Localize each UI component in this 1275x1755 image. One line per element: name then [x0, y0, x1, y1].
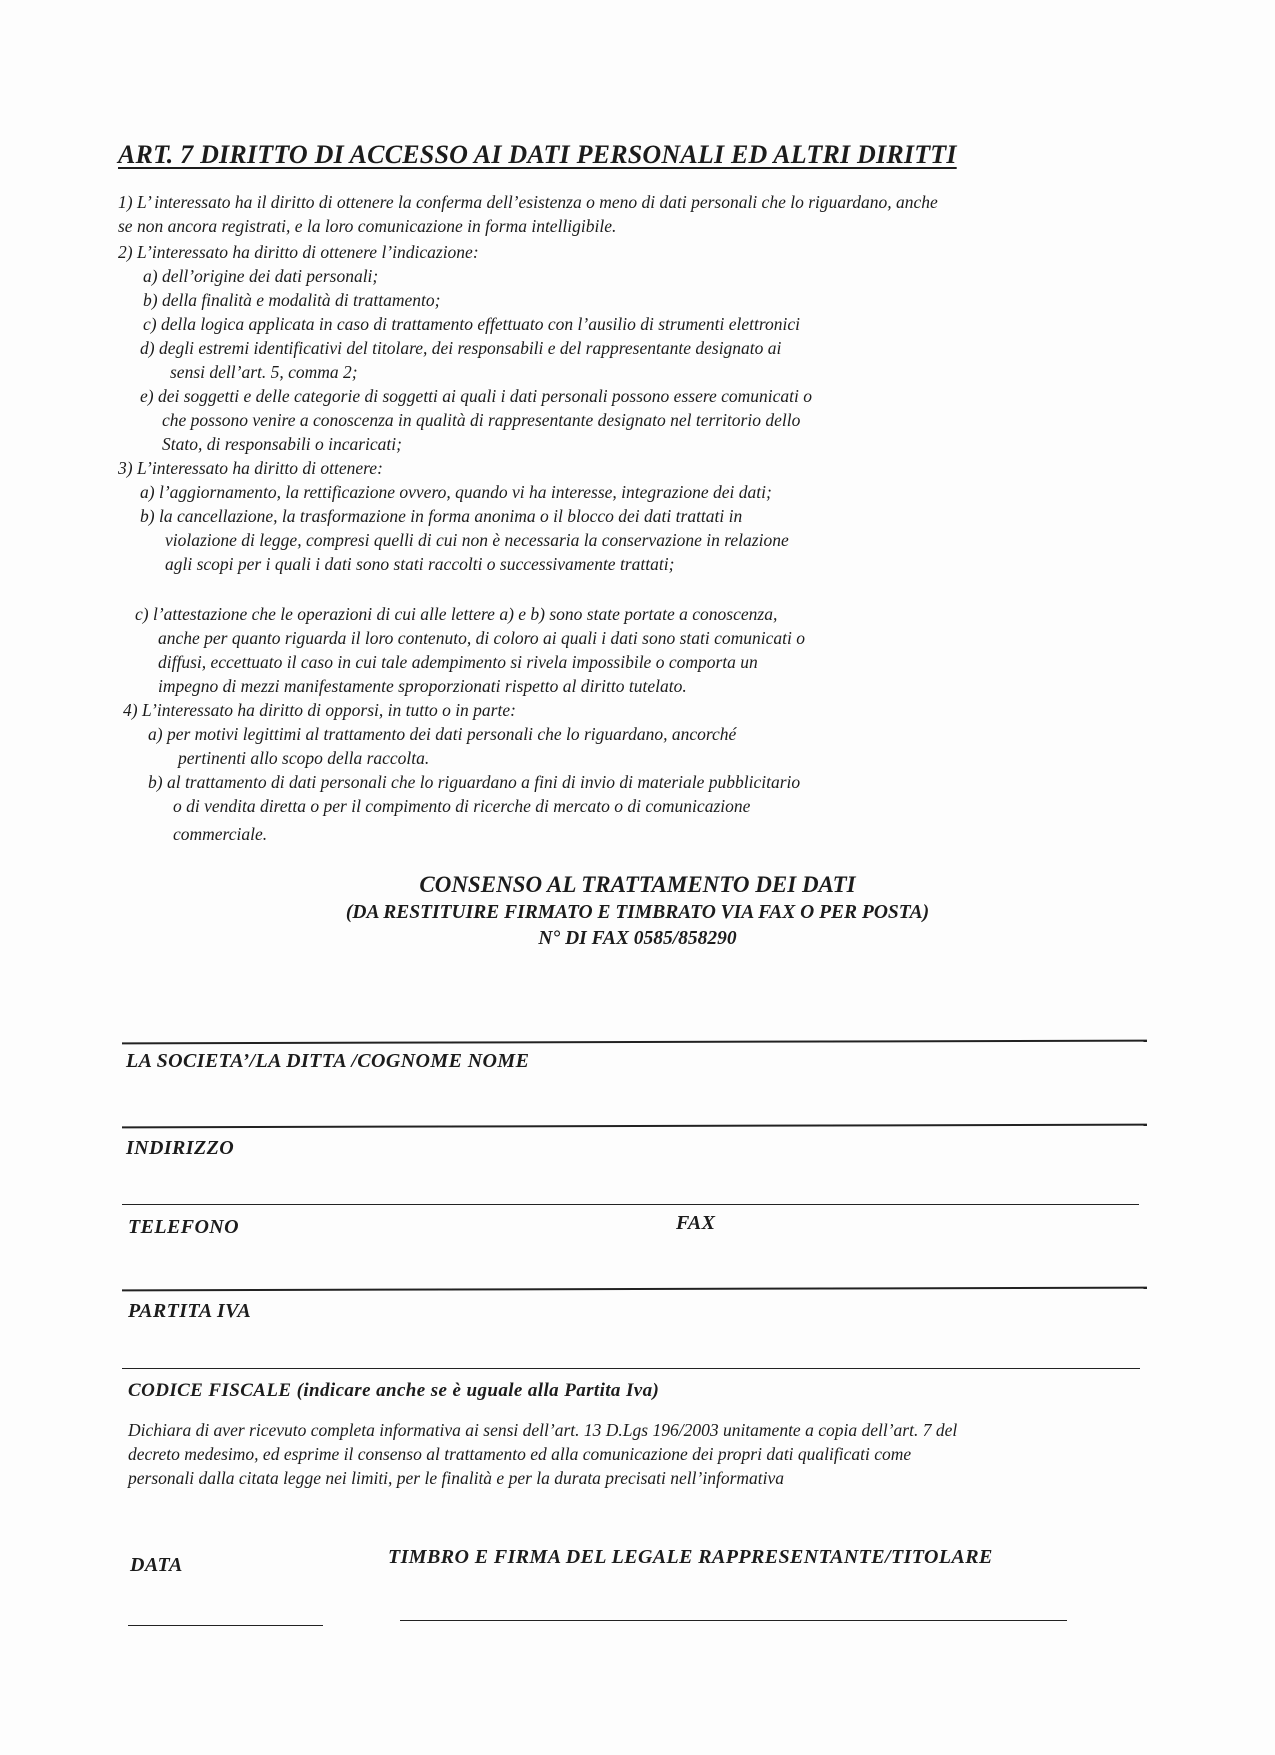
article-title: ART. 7 DIRITTO DI ACCESSO AI DATI PERSONALI ED ALTRI DIRITTI [118, 140, 957, 169]
article-line: 4) L’interessato ha diritto di opporsi, in tutto o in parte: [123, 700, 516, 720]
article-line: violazione di legge, compresi quelli di cui non è necessaria la conservazione in relazione [165, 530, 789, 550]
consent-subheading: (DA RESTITUIRE FIRMATO E TIMBRATO VIA FAX O PER POSTA) [345, 902, 930, 923]
article-line: b) al trattamento di dati personali che lo riguardano a fini di invio di materiale pubblicitario [148, 772, 801, 792]
article-line: Stato, di responsabili o incaricati; [162, 434, 402, 454]
fax-label: FAX [676, 1212, 716, 1234]
consent-declaration [128, 1418, 957, 1490]
article-line: commerciale. [173, 824, 268, 844]
article-line: a) per motivi legittimi al trattamento dei dati personali che lo riguardano, ancorché [148, 724, 737, 744]
article-line: se non ancora registrati, e la loro comunicazione in forma intelligibile. [118, 216, 617, 236]
date-field-line[interactable] [128, 1625, 323, 1626]
article-line: c) l’attestazione che le operazioni di cui alle lettere a) e b) sono state portate a conoscenza, [135, 604, 778, 624]
address-field-line[interactable] [122, 1124, 1147, 1129]
article-line: c) della logica applicata in caso di trattamento effettuato con l’ausilio di strumenti elettronici [143, 314, 800, 334]
article-line: anche per quanto riguarda il loro contenuto, di coloro ai quali i dati sono stati comunicati o [158, 628, 805, 648]
article-line: pertinenti allo scopo della raccolta. [178, 748, 430, 768]
declaration-line: personali dalla citata legge nei limiti, per le finalità e per la durata precisati nell’informativa [128, 1468, 785, 1488]
article-line: o di vendita diretta o per il compimento di ricerche di mercato o di comunicazione [173, 796, 751, 816]
article-line: che possono venire a conoscenza in qualità di rappresentante designato nel territorio dello [162, 410, 801, 430]
declaration-line: decreto medesimo, ed esprime il consenso al trattamento ed alla comunicazione dei propri dati qualificati come [128, 1444, 912, 1464]
tax-code-field-line[interactable] [122, 1368, 1140, 1369]
signature-field-line[interactable] [400, 1620, 1067, 1621]
article-line: d) degli estremi identificativi del titolare, dei responsabili e del rappresentante designato ai [140, 338, 782, 358]
phone-fax-field-line[interactable] [122, 1204, 1139, 1205]
article-line: 3) L’interessato ha diritto di ottenere: [118, 458, 383, 478]
consent-heading: CONSENSO AL TRATTAMENTO DEI DATI [419, 872, 856, 897]
company-label: LA SOCIETA’/LA DITTA /COGNOME NOME [126, 1050, 530, 1072]
article-line: b) la cancellazione, la trasformazione in forma anonima o il blocco dei dati trattati in [140, 506, 743, 526]
article-line: impegno di mezzi manifestamente sproporzionati rispetto al diritto tutelato. [158, 676, 687, 696]
article-line: sensi dell’art. 5, comma 2; [170, 362, 358, 382]
article-line: 1) L’ interessato ha il diritto di ottenere la conferma dell’esistenza o meno di dati personali che lo riguardano, anche [118, 192, 938, 212]
article-line: a) l’aggiornamento, la rettificazione ovvero, quando vi ha interesse, integrazione dei dati; [140, 482, 772, 502]
phone-label: TELEFONO [128, 1216, 239, 1238]
vat-label: PARTITA IVA [128, 1300, 252, 1322]
article-line: 2) L’interessato ha diritto di ottenere l’indicazione: [118, 242, 479, 262]
article-line: diffusi, eccettuato il caso in cui tale adempimento si rivela impossibile o comporta un [158, 652, 758, 672]
vat-field-line[interactable] [122, 1287, 1147, 1292]
article-line: agli scopi per i quali i dati sono stati raccolti o successivamente trattati; [165, 554, 675, 574]
article-line: e) dei soggetti e delle categorie di soggetti ai quali i dati personali possono essere comunicati o [140, 386, 813, 406]
company-field-line[interactable] [122, 1040, 1147, 1045]
declaration-line: Dichiara di aver ricevuto completa informativa ai sensi dell’art. 13 D.Lgs 196/2003 unitamente a copia dell’art. 7 del [128, 1420, 958, 1440]
tax-code-label: CODICE FISCALE (indicare anche se è uguale alla Partita Iva) [128, 1380, 660, 1401]
date-label: DATA [130, 1554, 183, 1576]
article-line: b) della finalità e modalità di trattamento; [143, 290, 441, 310]
address-label: INDIRIZZO [126, 1137, 235, 1159]
stamp-signature-label: TIMBRO E FIRMA DEL LEGALE RAPPRESENTANTE/TITOLARE [388, 1546, 993, 1568]
fax-number: N° DI FAX 0585/858290 [538, 928, 737, 949]
article-line: a) dell’origine dei dati personali; [143, 266, 379, 286]
